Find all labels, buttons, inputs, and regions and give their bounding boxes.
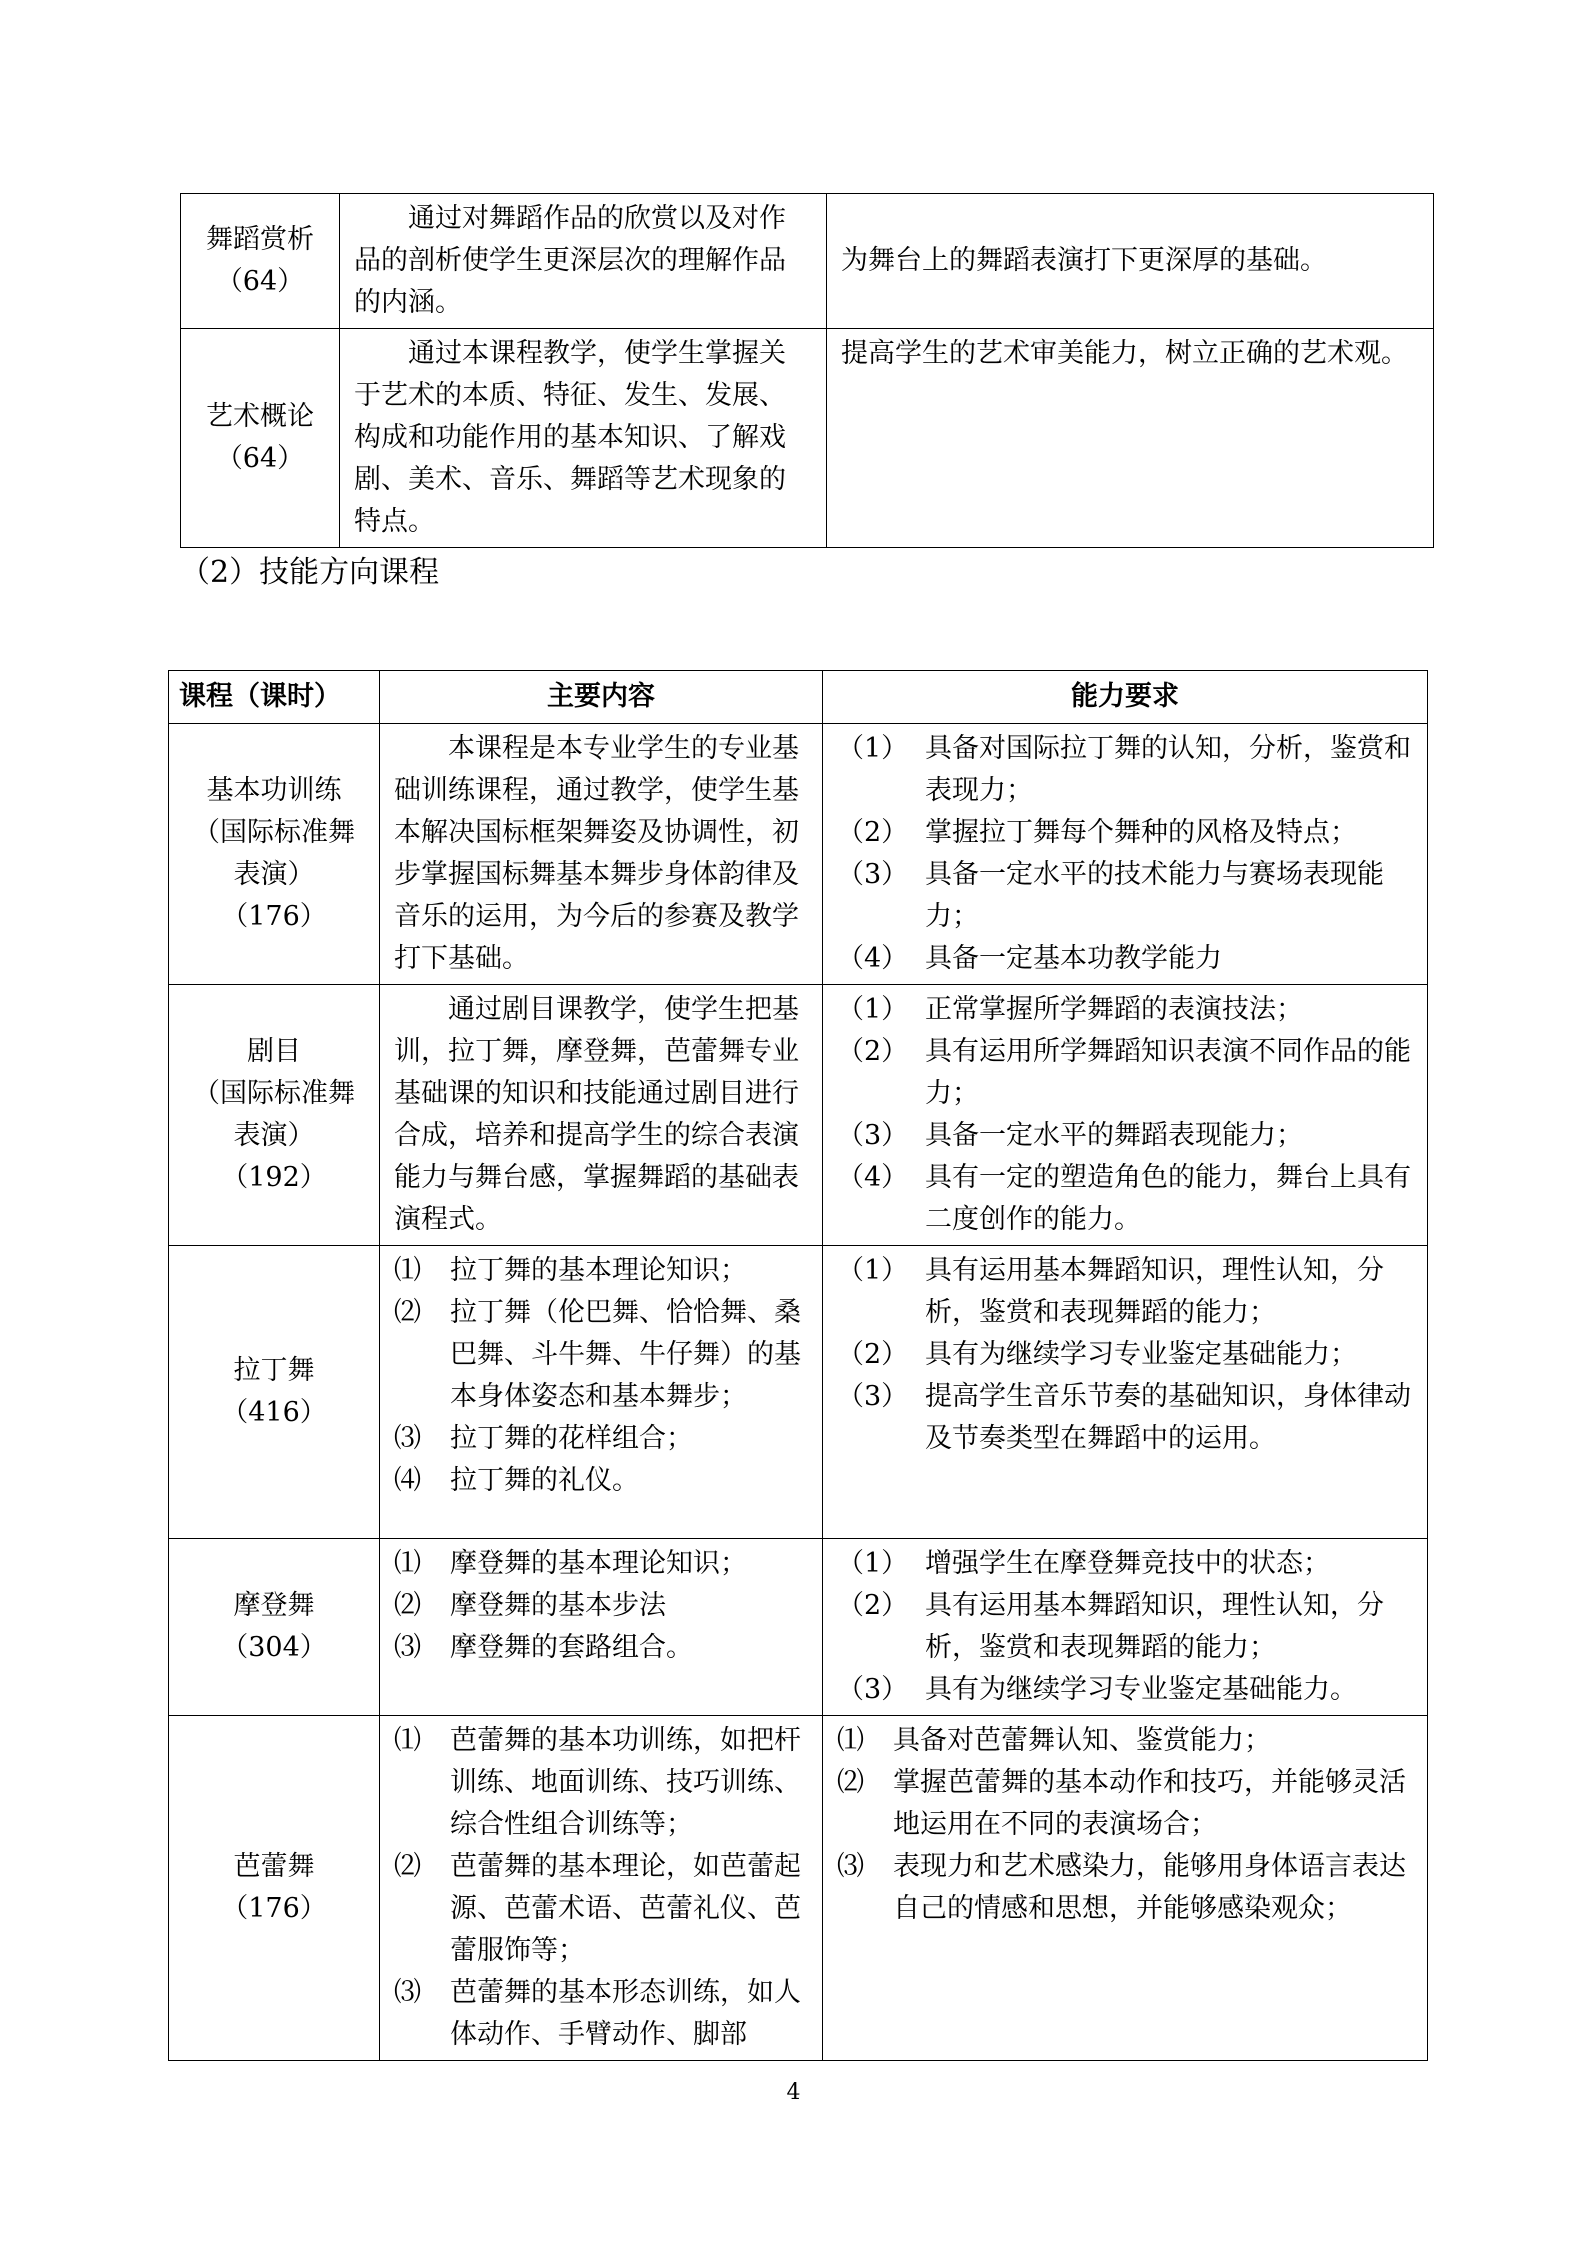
list-text: 具有运用基本舞蹈知识，理性认知，分析，鉴赏和表现舞蹈的能力； [925,1590,1384,1663]
list-number: （2） [837,1590,909,1621]
table-row [169,985,1428,1246]
course-content-cell [380,985,823,1246]
content-list-item [394,1292,808,1418]
content-list-item [394,1250,808,1292]
table-row [181,329,1434,548]
course-content: 本课程是本专业学生的专业基础训练课程，通过教学，使学生基本解决国标框架舞姿及协调性，初步掌握国标舞基本舞步身体韵律及音乐的运用，为今后的参赛及教学打下基础。 [394,733,799,974]
course-name-cell [169,1539,380,1716]
list-text: 具备对国际拉丁舞的认知，分析，鉴赏和表现力； [925,733,1411,806]
table-row [169,1716,1428,2061]
ability-list-item [837,728,1413,812]
content-list-item [394,1418,808,1460]
course-content: 通过对舞蹈作品的欣赏以及对作品的剖析使学生更深层次的理解作品的内涵。 [354,203,786,318]
course-name-line: （国际标准舞 [193,817,355,848]
course-name-line: （192） [221,1162,327,1193]
course-content-cell [380,1716,823,2061]
course-name-cell [181,194,340,329]
list-text: 拉丁舞的花样组合； [450,1423,693,1454]
course-ability-cell [823,1246,1428,1539]
list-text: 芭蕾舞的基本功训练，如把杆训练、地面训练、技巧训练、综合性组合训练等； [450,1725,801,1840]
course-content-cell [340,329,827,548]
list-text: 摩登舞的基本步法 [450,1590,666,1621]
list-text: 具备一定基本功教学能力 [925,943,1222,974]
list-number: （2） [837,1339,909,1370]
list-text: 增强学生在摩登舞竞技中的状态； [925,1548,1330,1579]
header-content: 主要内容 [380,671,823,724]
course-name-cell [169,1246,380,1539]
table-row [169,724,1428,985]
list-number: ⑵ [394,1590,421,1621]
table-row [181,194,1434,329]
list-text: 摩登舞的基本理论知识； [450,1548,747,1579]
content-list-item [394,1627,808,1669]
header-ability: 能力要求 [823,671,1428,724]
course-hours: （64） [215,266,305,297]
list-number: ⑶ [394,1423,421,1454]
list-text: 摩登舞的套路组合。 [450,1632,693,1663]
list-number: （3） [837,1381,909,1412]
ability-list-item [837,1115,1413,1157]
list-number: ⑴ [394,1548,421,1579]
course-name-line: （304） [221,1632,327,1663]
ability-list-item [837,1846,1413,1930]
ability-list-item [837,854,1413,938]
list-text: 具备一定水平的舞蹈表现能力； [925,1120,1303,1151]
list-number: （2） [837,1036,909,1067]
list-text: 拉丁舞（伦巴舞、恰恰舞、桑巴舞、斗牛舞、牛仔舞）的基本身体姿态和基本舞步； [450,1297,801,1412]
course-ability-cell [823,724,1428,985]
ability-list-item [837,938,1413,980]
list-number: ⑷ [394,1465,421,1496]
course-name-line: （416） [221,1397,327,1428]
list-number: ⑵ [394,1851,421,1882]
ability-list-item [837,1585,1413,1669]
ability-list-item [837,1334,1413,1376]
course-name-cell [169,1716,380,2061]
list-text: 提高学生音乐节奏的基础知识，身体律动及节奏类型在舞蹈中的运用。 [925,1381,1411,1454]
content-list-item [394,1720,808,1846]
table-row [169,1539,1428,1716]
content-list-item [394,1846,808,1972]
list-number: （4） [837,1162,909,1193]
list-text: 具有运用所学舞蹈知识表演不同作品的能力； [925,1036,1411,1109]
ability-list-item [837,1720,1413,1762]
ability-list-item [837,1669,1413,1711]
course-name-cell [169,985,380,1246]
list-number: （3） [837,1674,909,1705]
content-list-item [394,1543,808,1585]
course-name-line: （176） [221,901,327,932]
list-number: ⑶ [837,1851,864,1882]
course-content-cell [380,1539,823,1716]
ability-list-item [837,812,1413,854]
content-list-item [394,1585,808,1627]
course-content: 通过剧目课教学，使学生把基训，拉丁舞，摩登舞，芭蕾舞专业基础课的知识和技能通过剧目进行合成，培养和提高学生的综合表演能力与舞台感，掌握舞蹈的基础表演程式。 [394,994,799,1235]
list-number: ⑶ [394,1977,421,2008]
course-name: 艺术概论 [206,401,314,432]
course-name-line: 拉丁舞 [233,1355,315,1386]
list-number: （2） [837,817,909,848]
course-name-cell [169,724,380,985]
course-name: 舞蹈赏析 [206,224,314,255]
list-number: （1） [837,994,909,1025]
list-number: （1） [837,1255,909,1286]
course-ability-cell [823,1716,1428,2061]
list-number: （4） [837,943,909,974]
list-number: ⑴ [394,1725,421,1756]
course-ability: 提高学生的艺术审美能力，树立正确的艺术观。 [841,338,1408,369]
ability-list-item [837,1762,1413,1846]
course-content-cell [380,1246,823,1539]
list-text: 具有运用基本舞蹈知识，理性认知，分析，鉴赏和表现舞蹈的能力； [925,1255,1384,1328]
list-text: 具有一定的塑造角色的能力，舞台上具有二度创作的能力。 [925,1162,1411,1235]
course-name-line: （国际标准舞 [193,1078,355,1109]
list-number: ⑴ [394,1255,421,1286]
ability-list-item [837,989,1413,1031]
list-text: 拉丁舞的基本理论知识； [450,1255,747,1286]
list-text: 拉丁舞的礼仪。 [450,1465,639,1496]
content-list-item [394,1460,808,1502]
course-name-line: 表演） [233,859,315,890]
section-title: （2）技能方向课程 [180,555,440,590]
list-text: 具有为继续学习专业鉴定基础能力； [925,1339,1357,1370]
ability-list-item [837,1250,1413,1334]
ability-list-item [837,1543,1413,1585]
course-ability-cell [823,1539,1428,1716]
list-number: （3） [837,1120,909,1151]
list-number: ⑴ [837,1725,864,1756]
ability-list-item [837,1376,1413,1460]
skill-course-table-body [169,724,1428,2061]
course-name-line: （176） [221,1893,327,1924]
table-header-row [169,671,1428,724]
list-text: 芭蕾舞的基本形态训练，如人体动作、手臂动作、脚部 [450,1977,801,2050]
list-number: （3） [837,859,909,890]
table-row [169,1246,1428,1539]
course-name-line: 基本功训练 [206,775,342,806]
list-number: ⑵ [837,1767,864,1798]
course-name-line: 表演） [233,1120,315,1151]
course-name-line: 芭蕾舞 [233,1851,315,1882]
list-number: ⑵ [394,1297,421,1328]
content-list-item [394,1972,808,2056]
skill-course-table [168,670,1428,2061]
theory-course-table-body [181,194,1434,548]
course-content-cell [380,724,823,985]
list-text: 掌握拉丁舞每个舞种的风格及特点； [925,817,1357,848]
ability-list-item [837,1031,1413,1115]
list-number: （1） [837,733,909,764]
course-ability-cell [827,329,1434,548]
list-text: 具有为继续学习专业鉴定基础能力。 [925,1674,1357,1705]
list-text: 正常掌握所学舞蹈的表演技法； [925,994,1303,1025]
course-ability: 为舞台上的舞蹈表演打下更深厚的基础。 [841,245,1327,276]
list-number: ⑶ [394,1632,421,1663]
list-text: 芭蕾舞的基本理论，如芭蕾起源、芭蕾术语、芭蕾礼仪、芭蕾服饰等； [450,1851,801,1966]
list-text: 具备一定水平的技术能力与赛场表现能力； [925,859,1384,932]
theory-course-table [180,193,1434,548]
course-content: 通过本课程教学，使学生掌握关于艺术的本质、特征、发生、发展、构成和功能作用的基本知识、了解戏剧、美术、音乐、舞蹈等艺术现象的特点。 [354,338,786,537]
list-text: 具备对芭蕾舞认知、鉴赏能力； [893,1725,1271,1756]
course-name-line: 摩登舞 [233,1590,315,1621]
page-number: 4 [786,2080,801,2105]
list-number: （1） [837,1548,909,1579]
course-name-cell [181,329,340,548]
course-hours: （64） [215,443,305,474]
ability-list-item [837,1157,1413,1241]
list-text: 表现力和艺术感染力，能够用身体语言表达自己的情感和思想，并能够感染观众； [893,1851,1406,1924]
list-text: 掌握芭蕾舞的基本动作和技巧，并能够灵活地运用在不同的表演场合； [893,1767,1406,1840]
course-ability-cell [827,194,1434,329]
course-ability-cell [823,985,1428,1246]
course-content-cell [340,194,827,329]
course-name-line: 剧目 [247,1036,301,1067]
header-course: 课程（课时） [169,671,380,724]
